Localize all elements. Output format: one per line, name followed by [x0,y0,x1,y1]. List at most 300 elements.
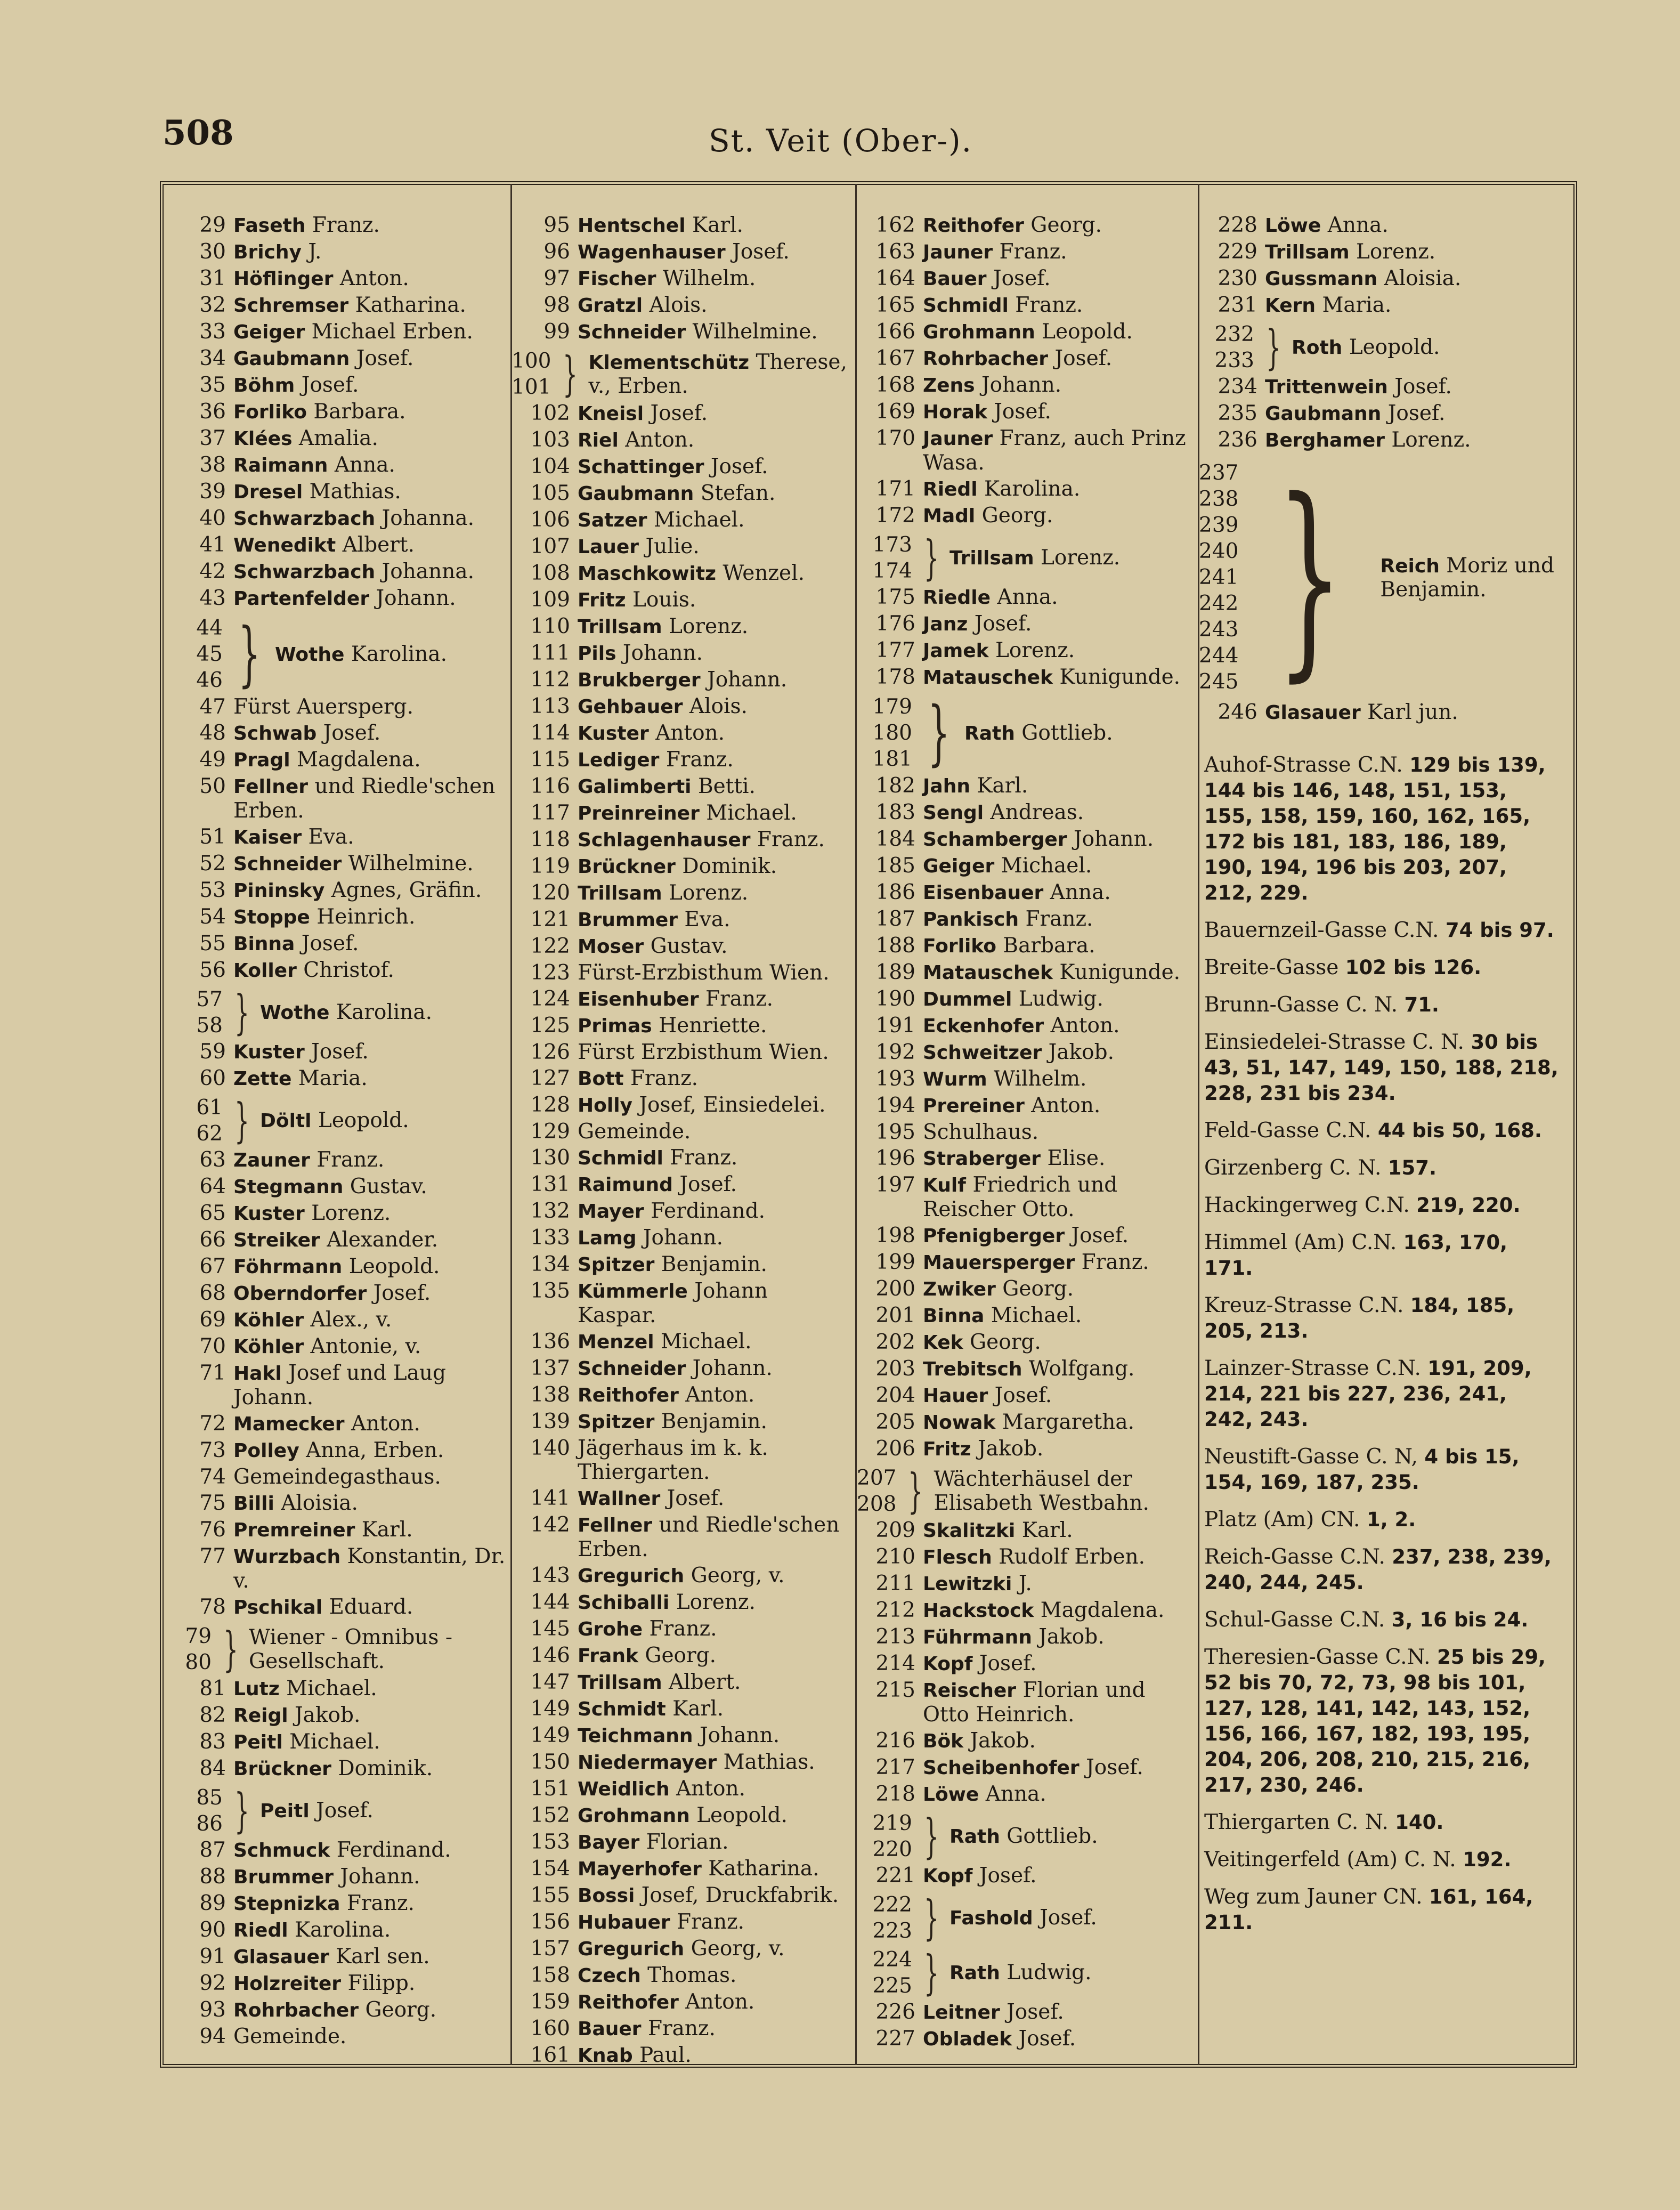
entry-text [578,320,853,346]
entry-text [578,1883,853,1910]
house-number: 179 [872,694,912,719]
house-number: 48 [199,721,226,745]
owner-detail: Anton. [655,721,725,745]
owner-name: Binna [233,933,295,955]
entry-text [233,878,510,905]
owner-detail: Michael. [286,1677,377,1701]
street-house-numbers: 237, 238, 239, 240, 244, 245. [1204,1545,1552,1594]
street-entry [1204,752,1561,906]
owner-name: Jamek [923,640,989,662]
list-item [857,266,1198,293]
house-number: 168 [875,373,915,397]
house-number: 177 [875,638,915,662]
entry-text [233,1438,510,1465]
house-number: 136 [530,1330,570,1354]
street-name: Reich-Gasse C.N. [1204,1545,1385,1569]
list-item [857,1330,1198,1357]
entry-text [578,2043,853,2070]
brace-icon: } [234,1783,249,1838]
owner-detail: Lorenz. [311,1201,391,1225]
street-house-numbers: 71. [1404,993,1439,1016]
list-item [857,1146,1198,1173]
entry-text [233,240,510,266]
grouped-entry [512,346,853,401]
owner-detail: Johann. [622,641,703,665]
owner-name: Klées [233,428,293,450]
owner-detail: Dominik. [682,854,777,878]
owner-name: Kuster [233,1041,305,1063]
entry-text [923,2027,1198,2053]
entry-text [233,958,510,985]
owner-detail: Josef. [356,346,414,370]
house-number: 92 [199,1971,226,1995]
owner-name: Trillsam [578,883,662,904]
house-number: 114 [530,721,570,745]
list-item [512,774,853,801]
list-item [512,1564,853,1590]
owner-detail: Josef, Einsiedelei. [639,1093,826,1117]
owner-name: Geiger [233,321,305,343]
house-number: 158 [530,1963,570,1987]
brace-icon: } [1276,455,1344,700]
entry-text [949,1824,1098,1848]
owner-name: Wallner [578,1488,661,1510]
list-item [180,346,510,373]
entry-text [923,1678,1198,1729]
owner-name: Trillsam [1265,241,1350,263]
owner-name: Mamecker [233,1413,345,1435]
owner-name: Matauschek [923,667,1053,689]
owner-name: Mayerhofer [578,1858,702,1880]
entry-text [233,1465,510,1491]
house-number: 175 [875,585,915,609]
house-number: 235 [1218,401,1257,425]
owner-detail: Louis. [632,588,696,612]
house-number: 131 [530,1172,570,1196]
street-name: Auhof-Strasse C.N. [1204,753,1403,777]
owner-detail: Florian und Otto Heinrich. [923,1678,1146,1727]
house-number: 74 [199,1465,226,1489]
entry-text [233,1361,510,1412]
entry-text [233,748,510,774]
owner-detail: Mathias. [309,480,401,504]
owner-name: Sengl [923,802,984,824]
owner-name: Reich [1380,555,1440,577]
list-item [512,401,853,428]
owner-detail: Aloisia. [281,1491,358,1515]
house-number: 39 [199,480,226,504]
entry-text [923,2000,1198,2027]
owner-detail: Lorenz. [995,638,1075,662]
owner-detail: Florian. [646,1830,729,1854]
owner-name: Kuster [233,1203,305,1225]
owner-name: Schneider [233,853,342,875]
owner-detail: Josef, Druckfabrik. [641,1883,839,1907]
entry-text [578,293,853,320]
owner-detail: Josef. [679,1172,737,1196]
house-number: 185 [875,854,915,878]
entry-text [1265,700,1561,727]
brace-icon: } [924,1945,939,2000]
house-number: 63 [199,1148,226,1172]
list-item [180,1703,510,1730]
list-item [512,801,853,828]
owner-name: Schmuck [233,1840,330,1861]
house-number: 89 [199,1891,226,1915]
list-item [512,1857,853,1883]
list-item [857,1094,1198,1120]
owner-detail: Ludwig. [1007,1961,1092,1985]
list-item [180,1918,510,1945]
house-number: 186 [875,880,915,904]
house-number: 156 [530,1910,570,1934]
entry-text [233,1334,510,1361]
owner-detail: Karl. [977,774,1028,798]
owner-name: Peitl [233,1731,283,1753]
house-number: 111 [530,641,570,665]
entry-text [578,1910,853,1937]
entry-text [233,506,510,533]
owner-detail: Josef. [373,1281,431,1305]
entry-text [923,1410,1198,1437]
list-item [857,1410,1198,1437]
list-item [180,213,510,240]
entry-text [923,934,1198,960]
list-item [512,481,853,508]
owner-detail: Lorenz. [669,614,749,638]
owner-name: Gaubmann [1265,403,1382,425]
owner-detail: Karolina. [336,1000,433,1024]
list-item [512,1644,853,1670]
house-number: 121 [530,908,570,932]
list-item [180,506,510,533]
list-item [180,480,510,506]
owner-detail: Johanna. [382,560,474,584]
owner-name: Holly [578,1095,633,1116]
owner-detail: Mathias. [723,1750,815,1774]
owner-detail: Fürst Erzbisthum Wien. [578,1040,829,1064]
owner-detail: Gemeinde. [578,1120,691,1144]
house-number: 100 [512,349,551,373]
entry-text [578,1383,853,1410]
owner-detail: Anton. [1031,1094,1101,1118]
house-number: 56 [199,958,226,982]
owner-name: Schwab [233,723,317,744]
street-house-numbers: 129 bis 139, 144 bis 146, 148, 151, 153, 155, 158, 159, 160, 162, 165, 172 bis 181, 183, 186, 189, 190, 194, 196 bis 203, 207, 212, 229. [1204,754,1546,904]
house-number: 245 [1199,670,1239,694]
owner-name: Niedermayer [578,1752,717,1774]
street-entry [1204,992,1561,1018]
owner-name: Dummel [923,989,1012,1010]
house-number: 172 [875,504,915,528]
entry-text [923,1545,1198,1572]
house-number: 46 [196,668,223,692]
list-item [857,987,1198,1014]
house-number: 140 [530,1436,570,1460]
owner-name: Stoppe [233,906,310,928]
list-item [857,1782,1198,1809]
list-item [512,1513,853,1564]
owner-name: Wothe [260,1002,330,1024]
list-item [512,2043,853,2070]
owner-name: Schwarzbach [233,561,376,583]
owner-detail: Katharina. [355,293,466,317]
list-item [512,1486,853,1513]
owner-detail: Franz. [630,1066,699,1090]
entry-text [923,1146,1198,1173]
owner-name: Menzel [578,1331,654,1353]
owner-detail: Konstantin, Dr. v. [233,1544,506,1593]
list-item [857,1518,1198,1545]
entry-text [578,1093,853,1120]
owner-detail: Josef. [301,373,359,397]
entry-text [923,960,1198,987]
entry-text [578,1830,853,1857]
list-item [180,293,510,320]
owner-name: Jauner [923,428,993,450]
owner-detail: Georg. [645,1644,717,1667]
list-item [857,504,1198,530]
entry-text [923,1755,1198,1782]
owner-name: Fashold [949,1907,1033,1929]
owner-detail: Johann. [340,1865,420,1889]
house-number: 218 [875,1782,915,1806]
owner-name: Schiballi [578,1592,670,1614]
owner-name: Frank [578,1645,638,1667]
owner-detail: Johann. [376,586,456,610]
house-number: 212 [875,1598,915,1622]
street-house-numbers: 161, 164, 211. [1204,1885,1533,1934]
entry-text [1265,428,1561,455]
entry-text [578,481,853,508]
house-number: 189 [875,960,915,984]
owner-name: Kopf [923,1865,973,1887]
list-item [180,400,510,426]
house-number: 182 [875,774,915,798]
owner-name: Polley [233,1440,299,1462]
owner-detail: Friedrich und Reischer Otto. [923,1173,1118,1221]
entry-text [923,1357,1198,1383]
house-number: 58 [196,1013,223,1038]
house-number: 72 [199,1412,226,1436]
house-number: 65 [199,1201,226,1225]
house-number: 227 [875,2027,915,2051]
list-item [180,1595,510,1622]
entry-text [923,827,1198,854]
list-item [857,1173,1198,1224]
entry-text [233,1544,510,1595]
column-3 [857,213,1198,2053]
list-item [180,1518,510,1544]
entry-text [233,1308,510,1334]
owner-detail: Margaretha. [1002,1410,1134,1434]
entry-text [233,1066,510,1093]
house-number: 119 [530,854,570,878]
entry-text [923,907,1198,934]
owner-name: Faseth [233,215,306,237]
owner-detail: Katharina. [708,1857,819,1881]
entry-text [923,585,1198,612]
list-item [857,827,1198,854]
list-item [1199,213,1561,240]
house-number: 32 [199,293,226,317]
owner-detail: Magdalena. [296,748,421,772]
owner-name: Galimberti [578,776,692,798]
brace-icon: } [234,1093,249,1148]
grouped-entry [857,1890,1198,1945]
list-item [512,1093,853,1120]
list-item [512,1040,853,1066]
list-item [180,1228,510,1254]
entry-text [578,1120,853,1146]
list-item [180,453,510,480]
owner-detail: Gottlieb. [1007,1824,1098,1848]
house-number: 90 [199,1918,226,1942]
owner-name: Berghamer [1265,430,1385,451]
list-item [512,1803,853,1830]
house-number: 36 [199,400,226,424]
owner-detail: Fürst Auersperg. [233,695,413,719]
owner-detail: Franz. [1025,907,1093,931]
owner-name: Bossi [578,1885,635,1907]
list-item [1199,401,1561,428]
entry-text [923,1067,1198,1094]
owner-detail: Eduard. [329,1595,413,1619]
house-number: 191 [875,1014,915,1038]
owner-name: Zette [233,1068,292,1090]
owner-detail: Franz. [999,240,1067,264]
owner-detail: Karolina. [295,1918,391,1942]
owner-name: Riedle [923,587,991,609]
entry-text [923,1014,1198,1040]
owner-detail: Michael Erben. [311,320,473,344]
owner-detail: Josef. [732,240,790,264]
entry-text [923,1304,1198,1330]
house-number: 181 [872,747,912,771]
house-number: 161 [530,2043,570,2067]
house-number: 78 [199,1595,226,1619]
owner-name: Kümmerle [578,1281,688,1302]
house-number: 228 [1218,213,1257,237]
owner-name: Bauer [578,2018,642,2040]
column-1 [180,213,510,2051]
list-item [180,373,510,400]
house-number: 95 [543,213,570,237]
entry-text [923,373,1198,400]
list-item [512,828,853,854]
owner-name: Riel [578,430,619,451]
house-number: 91 [199,1945,226,1969]
owner-name: Rath [964,722,1015,744]
brace-icon: } [234,985,249,1040]
entry-text [923,638,1198,665]
owner-detail: Franz, auch Prinz Wasa. [923,426,1186,475]
owner-name: Satzer [578,509,647,531]
house-number: 200 [875,1277,915,1301]
house-number: 215 [875,1678,915,1702]
list-item [857,1304,1198,1330]
house-number: 144 [530,1590,570,1614]
owner-name: Schmidl [578,1147,663,1169]
house-number: 45 [196,642,223,666]
owner-name: Schamberger [923,829,1067,851]
street-house-numbers: 1, 2. [1366,1508,1416,1531]
entry-text [578,987,853,1014]
owner-detail: Elise. [1047,1146,1106,1170]
entry-text [923,800,1198,827]
owner-name: Maschkowitz [578,563,716,585]
list-item [512,561,853,588]
list-item [512,266,853,293]
owner-name: Köhler [233,1309,304,1331]
owner-name: Trillsam [578,1672,662,1694]
house-number: 230 [1218,266,1257,290]
house-number: 42 [199,560,226,584]
owner-detail: Jakob. [1048,1040,1115,1064]
house-number: 81 [199,1677,226,1701]
entry-text [923,665,1198,692]
house-number: 213 [875,1625,915,1649]
house-number: 219 [872,1811,912,1835]
street-house-numbers: 184, 185, 205, 213. [1204,1294,1515,1342]
entry-text [923,1518,1198,1545]
house-number: 202 [875,1330,915,1354]
owner-detail: Thomas. [647,1963,737,1987]
house-number: 150 [530,1750,570,1774]
entry-text [578,1199,853,1226]
list-item [180,878,510,905]
owner-detail: Franz. [649,1617,717,1641]
entry-text [233,1175,510,1201]
owner-detail: Alexander. [327,1228,439,1252]
owner-detail: Anna, Erben. [306,1438,444,1462]
house-number: 138 [530,1383,570,1407]
house-number: 102 [530,401,570,425]
owner-detail: Kunigunde. [1059,960,1181,984]
house-number: 233 [1214,348,1254,373]
owner-name: Wurzbach [233,1546,341,1568]
street-entry [1204,1645,1561,1798]
entry-text [923,987,1198,1014]
house-number: 86 [196,1811,223,1836]
owner-detail: Gemeinde. [233,2025,347,2049]
list-item [857,1729,1198,1755]
owner-name: Wothe [274,643,345,666]
owner-detail: Josef. [1086,1755,1143,1779]
entry-text [964,721,1113,745]
list-item [857,960,1198,987]
house-number: 37 [199,426,226,450]
owner-name: Führmann [923,1626,1032,1648]
list-item [180,266,510,293]
owner-detail: Dominik. [338,1756,433,1780]
owner-detail: Paul. [639,2043,692,2067]
entry-text [578,694,853,721]
house-number: 240 [1199,539,1239,563]
list-item [512,1723,853,1750]
owner-detail: Gemeindegasthaus. [233,1465,441,1489]
house-number: 35 [199,373,226,397]
owner-detail: Karl jun. [1367,700,1458,724]
owner-name: Bayer [578,1832,640,1853]
house-number: 187 [875,907,915,931]
street-entry [1204,1810,1561,1835]
owner-detail: Lorenz. [669,881,749,905]
list-item [857,426,1198,477]
house-number: 75 [199,1491,226,1515]
house-number: 113 [530,694,570,718]
owner-name: Rohrbacher [923,348,1049,370]
